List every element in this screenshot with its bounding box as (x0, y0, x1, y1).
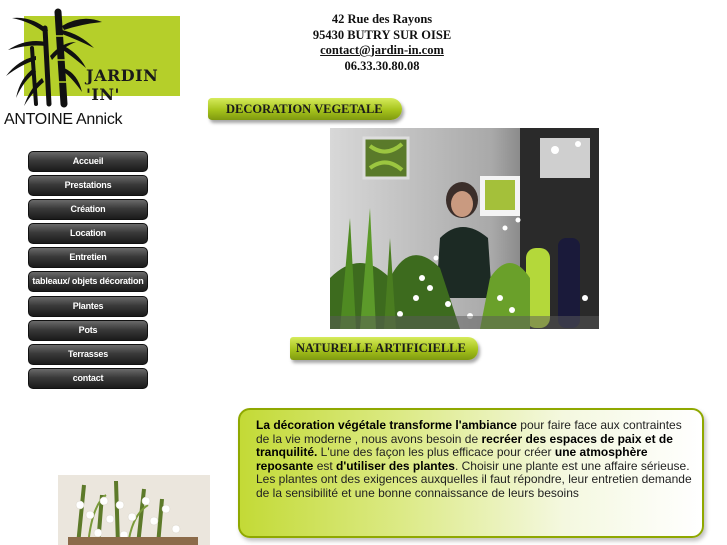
text-bold-atmosphere: une atmosphère reposante (256, 445, 648, 473)
owner-name: ANTOINE Annick (4, 111, 123, 128)
nav-entretien[interactable]: Entretien (28, 247, 148, 268)
nav-contact[interactable]: contact (28, 368, 148, 389)
text-part: est (313, 458, 337, 473)
section-banner-naturelle (290, 337, 478, 360)
nav-creation[interactable]: Création (28, 199, 148, 220)
nav-accueil[interactable]: Accueil (28, 151, 148, 172)
main-nav (28, 151, 148, 392)
nav-prestations[interactable]: Prestations (28, 175, 148, 196)
nav-terrasses[interactable]: Terrasses (28, 344, 148, 365)
orchid-photo (58, 475, 210, 545)
banner-label: DECORATION VEGETALE (226, 101, 383, 116)
text-bold-ambiance: La décoration végétale transforme l'ambiance (256, 418, 517, 432)
nav-pots[interactable]: Pots (28, 320, 148, 341)
section-banner-decoration (208, 98, 402, 120)
phone-number: 06.33.30.80.08 (344, 58, 420, 73)
address-city: 95430 BUTRY SUR OISE (312, 27, 452, 42)
nav-location[interactable]: Location (28, 223, 148, 244)
nav-tableaux-objets-decoration[interactable]: tableaux/ objets décoration (28, 271, 148, 292)
text-part: L'une des façon les plus efficace pour créer (317, 445, 555, 460)
logo-text: JARDIN 'IN' (86, 66, 159, 104)
text-bold-plantes: d'utiliser des plantes (336, 458, 455, 473)
text-bold-espaces: recréer des espaces de paix et de tranquilité. (256, 431, 673, 460)
text-part: pour faire face aux contraintes de la vie moderne , nous avons besoin de (256, 418, 682, 446)
intro-text-box (238, 408, 704, 538)
banner-label: NATURELLE ARTIFICIELLE (296, 341, 466, 355)
site-logo[interactable] (2, 8, 180, 108)
contact-address (292, 12, 472, 74)
nav-plantes[interactable]: Plantes (28, 296, 148, 317)
email-link[interactable]: contact@jardin-in.com (320, 43, 444, 57)
text-part: . Choisir une plante est une affaire sérieuse. Les plantes ont des exigences auxquelles il faut répondre, leur entretien demande de la sensibilité et une bonne connaissance de leurs besoins (256, 458, 692, 500)
address-street: 42 Rue des Rayons (331, 12, 433, 26)
showroom-photo (330, 128, 599, 329)
